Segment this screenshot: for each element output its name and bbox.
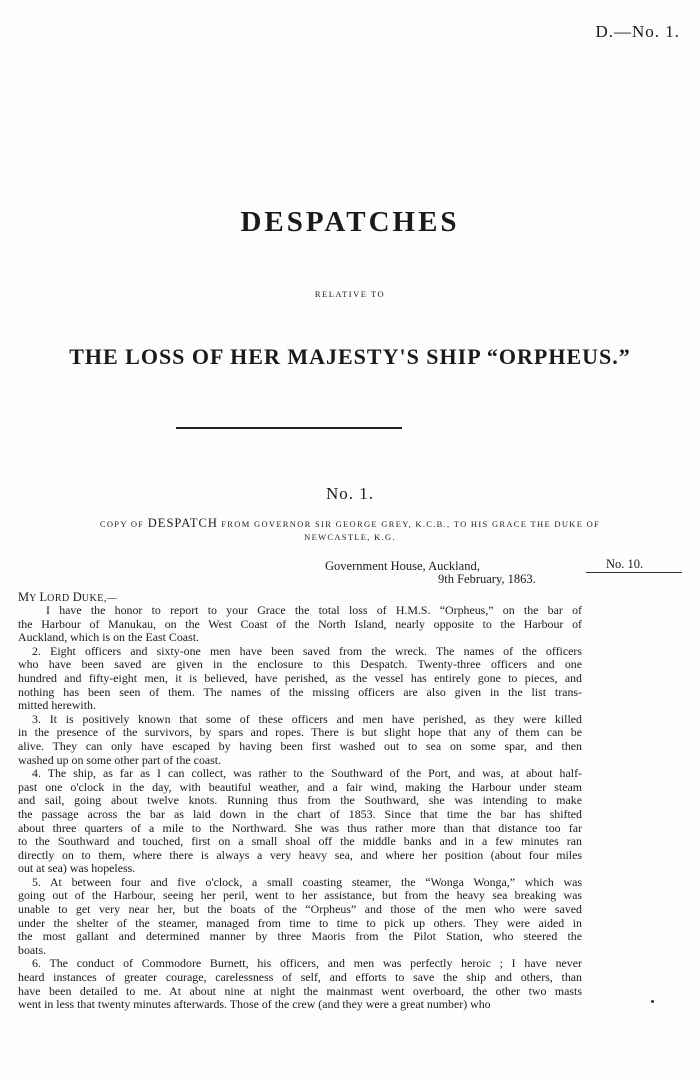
body-line: and sail, going about twelve knots. Running thus from the Southward, she was intending to make (18, 794, 582, 808)
body-line: out at sea) was hopeless. (18, 862, 136, 876)
salutation (18, 590, 117, 605)
body-line: directly on to them, where there is always a very heavy sea, and where her position (about four miles (18, 848, 582, 862)
margin-note-rule (586, 572, 682, 573)
body-line: the Harbour of Manukau, on the West Coast of the North Island, nearly opposite to the Harbour of (18, 617, 582, 631)
body-line: 6. The conduct of Commodore Burnett, his officers, and men was perfectly heroic ; I have never (32, 957, 582, 971)
salutation-uke: UKE,— (81, 593, 118, 604)
address-place: Government House, Auckland, (325, 559, 480, 573)
body-line: heard instances of greater courage, carelessness of self, and efforts to save the ship and others, than (18, 971, 582, 985)
body-line: nothing has been seen of them. The names of the missing officers are also given in the list trans- (18, 685, 582, 699)
body-line: Auckland, which is on the East Coast. (18, 631, 199, 645)
salutation-d: D (72, 590, 82, 604)
body-line: 4. The ship, as far as I can collect, was rather to the Southward of the Port, and was, at about half- (32, 767, 582, 781)
body-line: went in less that twenty minutes afterwards. Those of the crew (and they were a great number) who (18, 998, 491, 1012)
margin-note: No. 10. (606, 557, 644, 571)
copy-heading (0, 517, 700, 530)
body-line: past one o'clock in the day, with beautiful weather, and a fair wind, making the Harbour under steam (18, 780, 582, 794)
body-line: 2. Eight officers and sixty-one men have been saved from the wreck. The names of the officers (32, 644, 582, 658)
relative-to-label: RELATIVE TO (314, 289, 386, 299)
salutation-ord: ORD (47, 593, 73, 604)
body-line: alive. They can only have escaped by having been first washed out to sea on some spar, and then (18, 739, 582, 753)
body-line: about three quarters of a mile to the Northward. She was thus rather more than that distance too far (18, 821, 582, 835)
body-line: to the Southward and touched, first on a small shoal off the middle banks and in a few minutes ran (18, 835, 582, 849)
despatch-number: No. 1. (325, 484, 375, 503)
despatch-body (18, 604, 582, 1012)
copy-heading-line2: NEWCASTLE, K.G. (304, 532, 396, 542)
salutation-m: M (18, 590, 30, 604)
salutation-y: Y (29, 593, 40, 604)
document-subtitle: THE LOSS OF HER MAJESTY'S SHIP “ORPHEUS.” (69, 344, 631, 369)
body-line: under the shelter of the steamer, managed from time to time to pick up others. They were aided in (18, 916, 582, 930)
margin-dot (651, 1000, 654, 1003)
copy-heading-rest: FROM GOVERNOR SIR GEORGE GREY, K.C.B., TO HIS GRACE THE DUKE OF (221, 519, 601, 529)
body-line: have been detailed to me. At about nine at night the mainmast went overboard, the other two masts (18, 984, 582, 998)
body-line: I have the honor to report to your Grace the total loss of H.M.S. “Orpheus,” on the bar of (46, 604, 582, 617)
body-line: washed up on some other part of the coast. (18, 753, 222, 767)
body-line: 3. It is positively known that some of these officers and men have perished, as they were killed (32, 712, 582, 726)
body-line: unable to get very near her, but the boats of the “Orpheus” and those of the men who were saved (18, 903, 582, 917)
document-title: DESPATCHES (240, 206, 460, 238)
body-line: in the presence of the survivors, by spars and ropes. There is but slight hope that any of them can be (18, 726, 582, 740)
body-line: boats. (18, 943, 47, 957)
title-divider (176, 427, 402, 429)
body-line: the most gallant and determined manner by three Maoris from the Pilot Station, who steered the (18, 930, 582, 944)
copy-heading-prefix: COPY OF (99, 519, 145, 529)
body-line: 5. At between four and five o'clock, a small coasting steamer, the “Wonga Wonga,” which was (32, 875, 582, 889)
address-date: 9th February, 1863. (438, 572, 536, 586)
copy-heading-word: DESPATCH (147, 516, 218, 530)
document-reference: D.—No. 1. (595, 22, 680, 41)
body-line: the passage across the bar as laid down in the chart of 1853. Since that time the bar has shifted (18, 807, 582, 821)
body-line: mitted herewith. (18, 699, 96, 713)
salutation-l: L (39, 590, 48, 604)
body-line: going out of the Harbour, seeing her peril, went to her assistance, but from the heavy sea breaking was (18, 889, 582, 903)
body-line: hundred and fifty-eight men, it is believed, have perished, as the vessel has entirely gone to pieces, and (18, 671, 582, 685)
body-line: who have been saved are given in the enclosure to this Despatch. Twenty-three officers and one (18, 658, 582, 672)
